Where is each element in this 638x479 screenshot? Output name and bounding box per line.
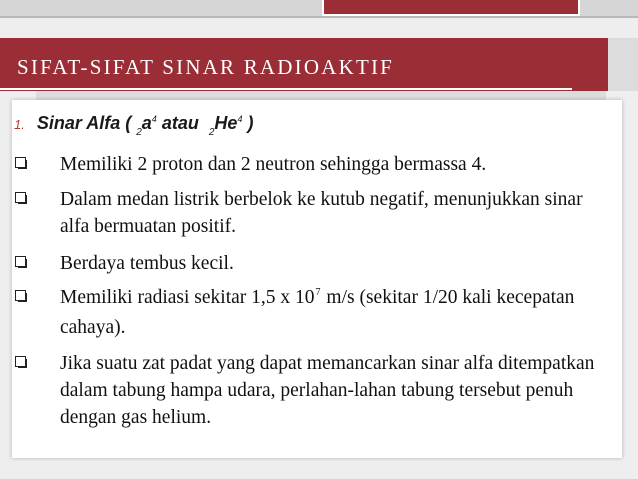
slide-title: SIFAT-SIFAT SINAR RADIOAKTIF	[17, 55, 395, 79]
list-item-text-before: Memiliki radiasi sekitar 1,5 x 10	[60, 287, 315, 308]
exponent: 7	[315, 287, 321, 298]
list-item-text: Dalam medan listrik berbelok ke kutub negatif, menunjukkan sinar alfa bermuatan positif.	[60, 189, 583, 237]
heading-text-mid: atau	[161, 113, 199, 133]
top-accent-bar	[322, 0, 580, 16]
title-edge	[608, 38, 638, 91]
square-bullet-icon	[15, 356, 28, 369]
square-bullet-icon	[15, 157, 28, 170]
list-item-text: Jika suatu zat padat yang dapat memancarkan sinar alfa ditempatkan dalam tabung hampa udara, perlahan-lahan tabung tersebut penuh dengan gas helium.	[60, 353, 595, 428]
heading-sub-a: 2	[136, 127, 142, 138]
list-item	[12, 350, 612, 431]
heading-symbol-b: He	[214, 113, 238, 133]
list-item-text: Berdaya tembus kecil.	[60, 253, 234, 274]
section-heading	[12, 113, 254, 138]
square-bullet-icon	[15, 290, 28, 303]
heading-text-a: Sinar Alfa (	[36, 113, 132, 133]
list-item	[12, 186, 612, 240]
list-item	[12, 250, 612, 277]
heading-sub-b: 2	[208, 127, 215, 138]
list-item	[12, 284, 612, 341]
heading-symbol-a: a	[141, 113, 152, 133]
list-item-text-after: m/s (sekitar 1/20 kali kecepatan cahaya).	[60, 287, 575, 338]
content-panel	[12, 100, 622, 458]
square-bullet-icon	[15, 256, 28, 269]
list-item	[12, 151, 612, 178]
heading-sup-b: 4	[237, 114, 243, 124]
heading-sup-a: 4	[151, 114, 157, 124]
square-bullet-icon	[15, 192, 28, 205]
top-band-line	[0, 16, 638, 18]
heading-number: 1.	[14, 117, 25, 132]
heading-text-end: )	[247, 113, 254, 133]
list-item-text	[60, 284, 612, 341]
list-item-text: Memiliki 2 proton dan 2 neutron sehingga bermassa 4.	[60, 154, 487, 175]
